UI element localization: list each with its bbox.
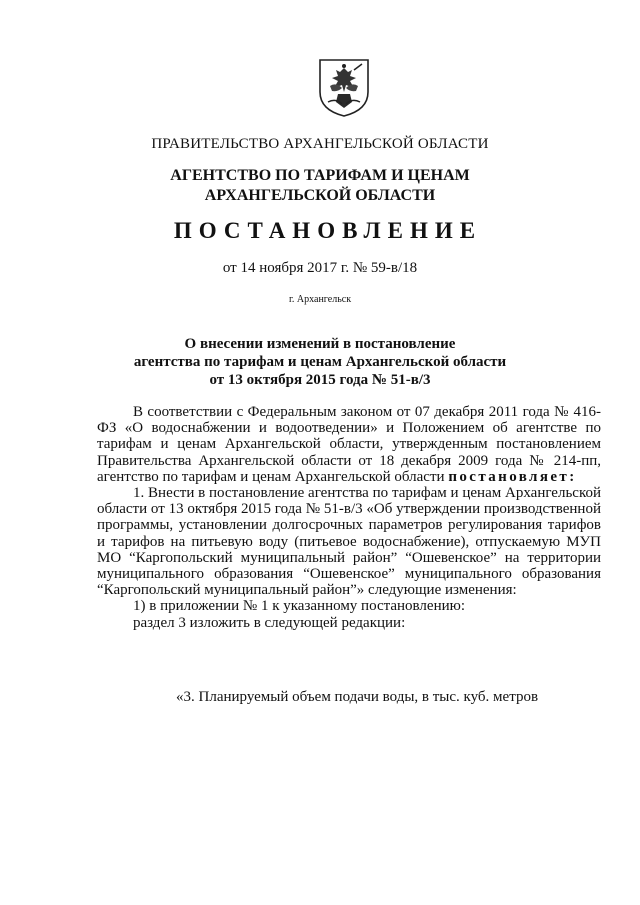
coat-of-arms-icon xyxy=(316,58,372,118)
subject-line1: О внесении изменений в постановление xyxy=(184,336,456,352)
date-number: от 14 ноября 2017 г. № 59-в/18 xyxy=(222,260,418,276)
section-3-heading: «3. Планируемый объем подачи воды, в тыс. куб. метров xyxy=(176,689,539,705)
subitem-1: 1) в приложении № 1 к указанному постановлению: xyxy=(133,598,465,615)
document-type: ПОСТАНОВЛЕНИЕ xyxy=(173,218,483,243)
preamble-text: В соответствии с Федеральным законом от 07 декабря 2011 года № 416-ФЗ «О водоснабжении и водоотведении» и Положением об агентстве по тарифам и ценам Архангельской области, утвержденным постановлением Правительства Архангельской области от 18 декабря 2009 года № 214-пп, агентство по тарифам и ценам Архангельской области xyxy=(97,404,601,485)
document-body xyxy=(97,404,601,631)
agency-name-line2: АРХАНГЕЛЬСКОЙ ОБЛАСТИ xyxy=(204,187,436,204)
agency-name-line1: АГЕНТСТВО ПО ТАРИФАМ И ЦЕНАМ xyxy=(170,167,470,184)
preamble-paragraph xyxy=(97,404,601,485)
subitem-2: раздел 3 изложить в следующей редакции: xyxy=(133,614,406,631)
document-subject xyxy=(0,335,640,389)
city: г. Архангельск xyxy=(288,294,352,305)
decree-word: постановляет: xyxy=(448,468,577,485)
subject-line2: агентства по тарифам и ценам Архангельской области xyxy=(133,354,507,370)
subject-line3: от 13 октября 2015 года № 51-в/3 xyxy=(209,372,431,388)
agency-name xyxy=(0,166,640,206)
government-name: ПРАВИТЕЛЬСТВО АРХАНГЕЛЬСКОЙ ОБЛАСТИ xyxy=(151,136,489,152)
item-1-paragraph: 1. Внести в постановление агентства по тарифам и ценам Архангельской области от 13 октября 2015 года № 51-в/3 «Об утверждении производственной программы, установлении долгосрочных параметров регулирования тарифов и тарифов на питьевую воду (питьевое водоснабжение), отпускаемую МУП МО “Каргопольский муниципальный район” “Ошевенское” на территории муниципального образования “Ошевенское” муниципального образования “Каргопольский муниципальный район”» следующие изменения: xyxy=(97,485,601,599)
